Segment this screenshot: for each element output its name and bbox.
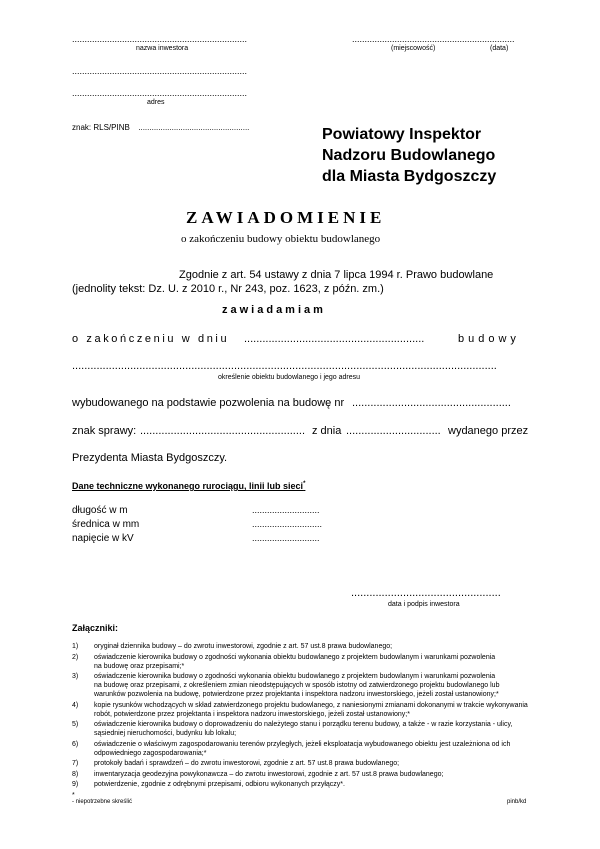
reference-prefix: znak: RLS/PINB bbox=[72, 123, 130, 132]
attachment-text-line: oryginał dziennika budowy – do zwrotu inwestorowi, zgodnie z art. 57 ust.8 prawa budowlanego; bbox=[94, 643, 393, 650]
technical-heading bbox=[72, 481, 305, 491]
investor-name-label: nazwa inwestora bbox=[136, 45, 189, 52]
attachment-text-line: oświadczenie o właściwym zagospodarowaniu terenów przyległych, jeżeli eksploatacja wybudowanego obiektu jest uzależniona od ich bbox=[94, 740, 511, 748]
document-subtitle: o zakończeniu budowy obiektu budowlanego bbox=[181, 233, 381, 245]
authority-line-1: Powiatowy Inspektor bbox=[322, 126, 482, 143]
case-prefix: znak sprawy: bbox=[72, 425, 137, 437]
attachment-text-line: kopie rysunków wchodzących w skład zatwierdzonego projektu budowlanego, z naniesionymi zmianami dokonanymi w trakcie wykonywania bbox=[94, 701, 528, 709]
attachment-number: 9) bbox=[72, 781, 79, 788]
attachment-number: 3) bbox=[72, 673, 79, 680]
attachment-number: 4) bbox=[72, 701, 79, 709]
attachment-number: 6) bbox=[72, 740, 79, 748]
permit-text: wybudowanego na podstawie pozwolenia na budowę nr bbox=[72, 397, 345, 409]
notify-heading: zawiadamiam bbox=[222, 304, 326, 316]
case-number-dots[interactable]: ...................................................... bbox=[140, 425, 306, 437]
attachments-heading: Załączniki: bbox=[72, 623, 119, 633]
case-suffix: wydanego przez bbox=[448, 425, 529, 437]
reference-dots[interactable]: .................................................. bbox=[138, 123, 250, 132]
diameter-label: średnica w mm bbox=[72, 519, 140, 530]
attachment-text-line: na budowę oraz przepisami, z określeniem zmian nieodstępujących w sposób istotny od zatwierdzonego projektu budowlanego lub bbox=[94, 682, 500, 689]
signature-dots[interactable]: ................................................. bbox=[351, 587, 501, 599]
address-label: adres bbox=[147, 99, 165, 106]
issuer-text: Prezydenta Miasta Bydgoszczy. bbox=[72, 452, 228, 464]
technical-heading-text: Dane techniczne wykonanego rurociągu, linii lub sieci bbox=[72, 481, 304, 491]
investor-name-dots[interactable]: ...................................................................... bbox=[72, 34, 248, 44]
attachment-text-line: oświadczenie kierownika budowy o doprowadzeniu do należytego stanu i porządku terenu budowy, a także - w razie korzystania - ulicy, bbox=[94, 721, 513, 728]
completion-prefix: o zakończeniu w dniu bbox=[72, 333, 230, 345]
attachment-number: 2) bbox=[72, 653, 79, 661]
attachment-number: 7) bbox=[72, 760, 79, 767]
attachment-number: 1) bbox=[72, 643, 79, 650]
attachment-text-line: protokoły badań i sprawdzeń – do zwrotu inwestorowi, zgodnie z art. 57 ust.8 prawa budowlanego; bbox=[94, 760, 400, 767]
object-description-label: określenie obiektu budowlanego i jego adresu bbox=[218, 374, 361, 381]
permit-number-dots[interactable]: .................................................... bbox=[352, 397, 511, 409]
voltage-dots[interactable]: ........................... bbox=[252, 533, 320, 543]
attachment-text-line: warunków pozwolenia na budowę, potwierdzone przez projektanta i inspektora nadzoru inwestorskiego, jeżeli został ustanowiony;* bbox=[94, 691, 499, 698]
attachment-text-line: odpowiedniego zagospodarowania;* bbox=[94, 749, 207, 757]
footnote-mark: * bbox=[72, 792, 75, 799]
attachment-text-line: oświadczenie kierownika budowy o zgodności wykonania obiektu budowlanego z projektem budowlanym i warunkami pozwolenia bbox=[94, 653, 496, 661]
completion-date-dots[interactable]: ........................................................... bbox=[244, 333, 425, 345]
attachment-text-line: na budowę oraz przepisami;* bbox=[94, 662, 185, 670]
address-dots-1[interactable]: ...................................................................... bbox=[72, 66, 248, 76]
attachment-number: 8) bbox=[72, 770, 79, 778]
attachment-text-line: oświadczenie kierownika budowy o zgodności wykonania obiektu budowlanego z projektem budowlanym i warunkami pozwolenia bbox=[94, 673, 496, 680]
technical-heading-mark: * bbox=[303, 481, 306, 487]
case-date-dots[interactable]: ............................... bbox=[346, 425, 441, 437]
diameter-dots[interactable]: ............................ bbox=[252, 519, 323, 529]
attachment-text-line: potwierdzenie, zgodnie z odrębnymi przepisami, odbioru wykonanych przyłączy*. bbox=[94, 781, 345, 788]
attachment-text-line: robót, potwierdzone przez projektanta i inspektora nadzoru inwestorskiego, jeżeli został ustanowiony;* bbox=[94, 710, 410, 718]
address-dots-2[interactable]: ...................................................................... bbox=[72, 88, 248, 98]
voltage-label: napięcie w kV bbox=[72, 533, 134, 544]
document-code: pinb/kd bbox=[507, 799, 527, 805]
attachment-text-line: sąsiedniej nieruchomości, budynku lub lokalu; bbox=[94, 730, 237, 737]
case-date-label: z dnia bbox=[312, 425, 342, 437]
place-label: (miejscowość) bbox=[391, 45, 436, 52]
footnote bbox=[72, 793, 132, 805]
signature-label: data i podpis inwestora bbox=[388, 601, 460, 608]
attachment-number: 5) bbox=[72, 721, 79, 728]
legal-basis-line-2: (jednolity tekst: Dz. U. z 2010 r., Nr 243, poz. 1623, z późn. zm.) bbox=[72, 283, 384, 295]
authority-line-3: dla Miasta Bydgoszczy bbox=[322, 168, 497, 185]
length-dots[interactable]: ........................... bbox=[252, 505, 320, 515]
length-label: długość w m bbox=[72, 505, 128, 516]
attachment-text-line: inwentaryzacja geodezyjna powykonawcza – do zwrotu inwestorowi, zgodnie z art. 57 ust.8 prawa budowlanego; bbox=[94, 770, 444, 778]
completion-suffix: budowy bbox=[458, 333, 520, 345]
place-date-dots[interactable]: ................................................................. bbox=[352, 34, 515, 44]
date-label: (data) bbox=[490, 45, 509, 52]
legal-basis-line-1: Zgodnie z art. 54 ustawy z dnia 7 lipca 1994 r. Prawo budowlane bbox=[179, 269, 494, 281]
authority-block bbox=[322, 124, 496, 187]
document-title: ZAWIADOMIENIE bbox=[186, 208, 386, 227]
object-description-dots[interactable]: ........................................................................................................................................... bbox=[72, 360, 497, 372]
footnote-text: - niepotrzebne skreślić bbox=[72, 799, 133, 805]
reference-line bbox=[72, 117, 249, 135]
authority-line-2: Nadzoru Budowlanego bbox=[322, 147, 496, 164]
